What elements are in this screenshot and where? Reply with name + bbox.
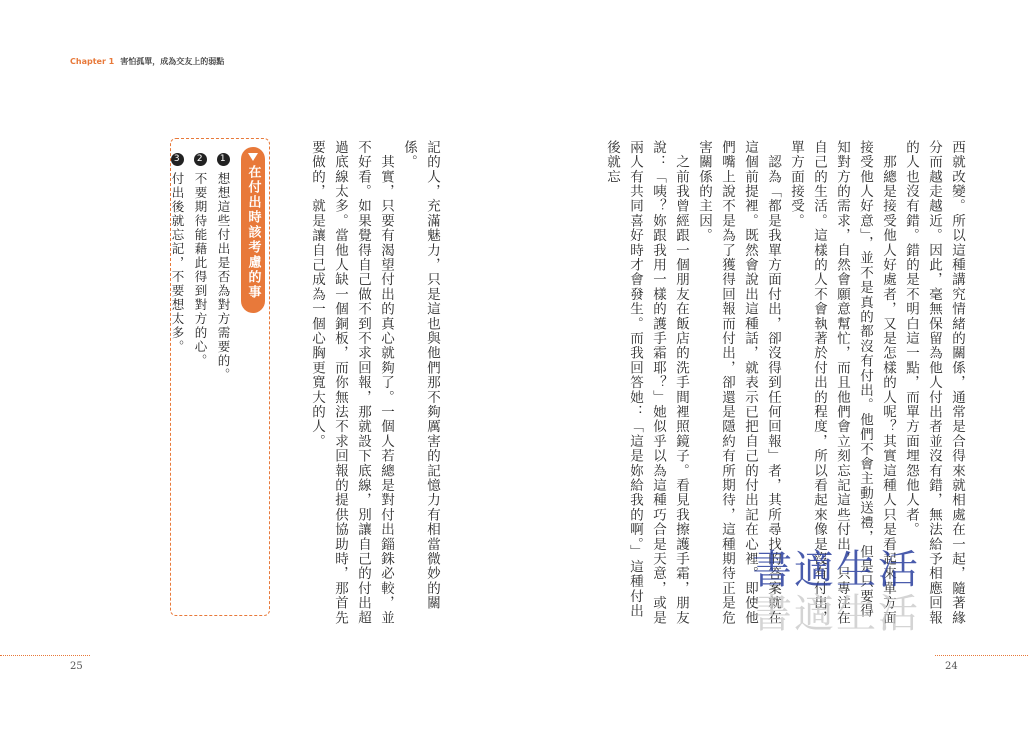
number-badge: 2 (194, 153, 207, 166)
list-item-text: 想想這些付出是否為對方需要的。 (216, 172, 231, 382)
paragraph: 西就改變。所以這種講究情緒的關係，通常是合得來就相處在一起，隨著緣分而越走越近。因此，毫無保留為他人付出者並沒有錯，無法給予相應回報的人也沒有錯。錯的是不明白這一點，而單方面埋怨他人者。 (903, 140, 965, 626)
paragraph: 記的人，充滿魅力，只是這也與他們那不夠厲害的記憶力有相當微妙的關係。 (401, 140, 440, 611)
tip-box-title: 在付出時該考慮的事 (245, 165, 261, 300)
list-item-text: 不要期待能藉此得到對方的心。 (193, 172, 208, 368)
list-item (189, 153, 212, 593)
page-number-left: 25 (70, 661, 83, 672)
paragraph: 那總是接受他人好處者，又是怎樣的人呢？其實這種人只是看起來單方面接受他人好意」，並不是真的都沒有付出。他們不會主動送禮，但是只要得知對方的需求，自然會願意幫忙，而且他們會立刻忘記這些付出，只專注在自己的生活。這樣的人不會執著於付出的程度，所以看起來像是沒有付出，單方面接受。 (788, 140, 896, 626)
list-item (212, 153, 235, 593)
triangle-down-icon (248, 153, 258, 161)
watermark-shadow-text: 書適生活 (752, 591, 920, 637)
page-number-right: 24 (945, 661, 958, 672)
chapter-title: 害怕孤單，成為交友上的弱點 (120, 57, 225, 66)
running-header (70, 56, 224, 67)
list-item (166, 153, 189, 593)
paragraph: 認為「都是我單方面付出，卻沒得到任何回報」者，其所尋找的答案就在這個前提裡。既然會說出這種話，就表示已把自己的付出記在心裡。即使他們嘴上說不是為了獲得回報而付出，卻還是隱約有所期待，這種期待正是危害關係的主因。 (696, 140, 781, 626)
paragraph: 之前我曾經跟一個朋友在飯店的洗手間裡照鏡子。看見我擦護手霜，朋友說：「咦？妳跟我用一樣的護手霜耶？」她似乎以為這種巧合是天意，或是兩人有共同喜好時才會發生。而我回答她：「這是妳給我的啊。」這種付出後就忘 (604, 140, 689, 626)
list-item-text: 付出後就忘記，不要想太多。 (170, 172, 185, 354)
tip-list (166, 153, 235, 593)
number-badge: 3 (171, 153, 184, 166)
watermark-text: 書適生活 (752, 547, 920, 593)
chapter-label: Chapter 1 (70, 57, 115, 66)
number-badge: 1 (217, 153, 230, 166)
footer-divider-right (935, 655, 1028, 656)
paragraph: 其實，只要有渴望付出的真心就夠了。一個人若總是對付出錙銖必較，並不好看。如果覺得自己做不到不求回報，那就設下底線，別讓自己的付出超過底線太多。當他人缺一個銅板，而你無法不求回報的提供協助時，那首先要做的，就是讓自己成為一個心胸更寬大的人。 (309, 140, 394, 626)
footer-divider-left (0, 655, 90, 656)
left-page-body (309, 140, 443, 630)
tip-box (170, 138, 270, 616)
watermark (752, 548, 920, 636)
tip-box-header (241, 147, 265, 313)
